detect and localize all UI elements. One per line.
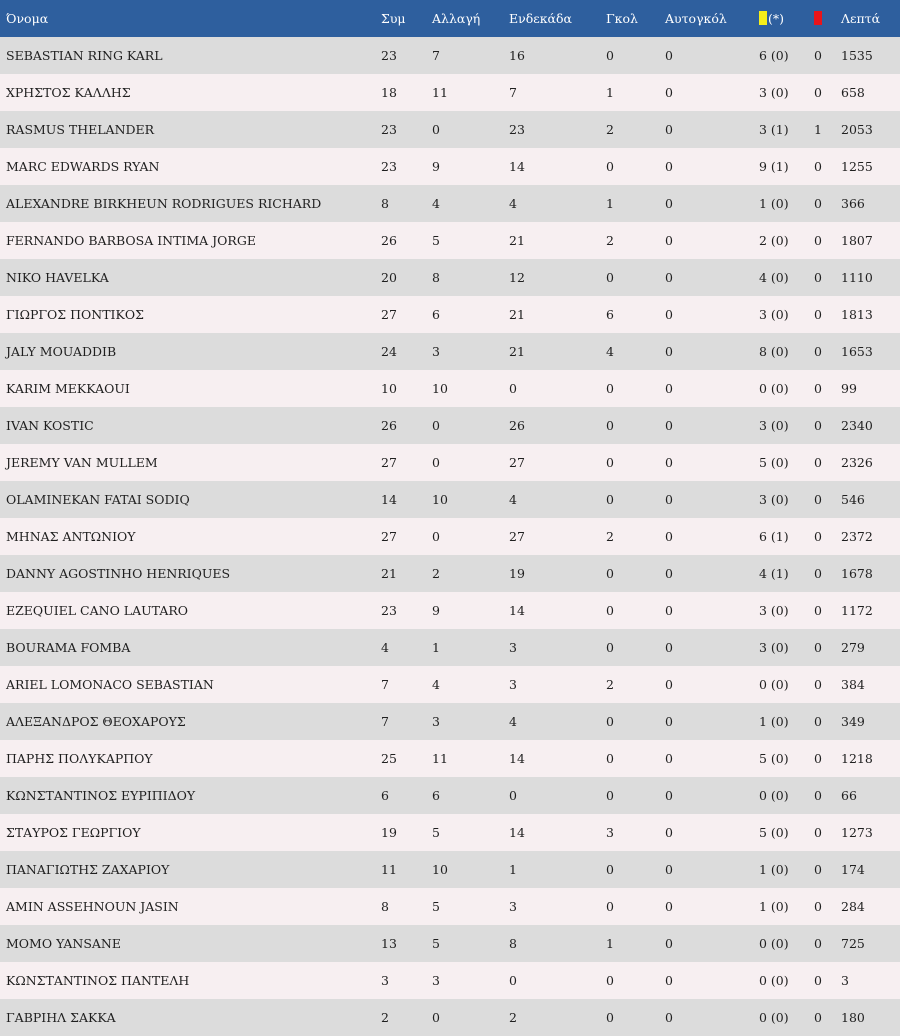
cell-substitute-apps: 5 xyxy=(432,825,440,840)
table-row xyxy=(0,222,900,259)
cell-yellow-cards: 9 (1) xyxy=(759,159,789,174)
cell-goals: 0 xyxy=(606,714,614,729)
red-card-icon xyxy=(814,11,822,25)
table-row xyxy=(0,185,900,222)
cell-appearances: 14 xyxy=(381,492,397,507)
table-row xyxy=(0,148,900,185)
cell-player-name: MARC EDWARDS RYAN xyxy=(6,159,160,174)
table-row xyxy=(0,999,900,1036)
cell-starting-apps: 3 xyxy=(509,899,517,914)
cell-own-goals: 0 xyxy=(665,677,673,692)
cell-minutes: 725 xyxy=(841,936,865,951)
cell-goals: 0 xyxy=(606,455,614,470)
cell-minutes: 384 xyxy=(841,677,865,692)
cell-own-goals: 0 xyxy=(665,751,673,766)
cell-minutes: 1807 xyxy=(841,233,873,248)
cell-appearances: 19 xyxy=(381,825,397,840)
cell-starting-apps: 14 xyxy=(509,603,525,618)
cell-player-name: BOURAMA FOMBA xyxy=(6,640,131,655)
cell-yellow-cards: 4 (0) xyxy=(759,270,789,285)
cell-red-cards: 0 xyxy=(814,418,822,433)
cell-appearances: 18 xyxy=(381,85,397,100)
cell-yellow-cards: 5 (0) xyxy=(759,751,789,766)
cell-player-name: ΑΛΕΞΑΝΔΡΟΣ ΘΕΟΧΑΡΟΥΣ xyxy=(6,714,186,729)
cell-yellow-cards: 0 (0) xyxy=(759,381,789,396)
cell-goals: 0 xyxy=(606,640,614,655)
cell-starting-apps: 23 xyxy=(509,122,525,137)
cell-minutes: 1110 xyxy=(841,270,873,285)
cell-yellow-cards: 4 (1) xyxy=(759,566,789,581)
cell-substitute-apps: 5 xyxy=(432,233,440,248)
cell-player-name: JALY MOUADDIB xyxy=(6,344,117,359)
cell-substitute-apps: 5 xyxy=(432,936,440,951)
cell-own-goals: 0 xyxy=(665,936,673,951)
cell-minutes: 1813 xyxy=(841,307,873,322)
cell-appearances: 7 xyxy=(381,714,389,729)
cell-red-cards: 0 xyxy=(814,899,822,914)
cell-starting-apps: 4 xyxy=(509,492,517,507)
cell-substitute-apps: 1 xyxy=(432,640,440,655)
cell-red-cards: 0 xyxy=(814,529,822,544)
cell-substitute-apps: 11 xyxy=(432,751,448,766)
column-header-red-cards[interactable] xyxy=(814,0,841,37)
cell-own-goals: 0 xyxy=(665,788,673,803)
cell-starting-apps: 2 xyxy=(509,1010,517,1025)
cell-substitute-apps: 10 xyxy=(432,492,448,507)
cell-red-cards: 0 xyxy=(814,751,822,766)
cell-goals: 0 xyxy=(606,492,614,507)
cell-substitute-apps: 4 xyxy=(432,196,440,211)
column-header-apps[interactable]: Συμ xyxy=(381,11,406,26)
cell-goals: 0 xyxy=(606,862,614,877)
cell-appearances: 25 xyxy=(381,751,397,766)
cell-goals: 1 xyxy=(606,85,614,100)
cell-player-name: ΧΡΗΣΤΟΣ ΚΑΛΛΗΣ xyxy=(6,85,131,100)
column-header-name[interactable]: Όνομα xyxy=(6,11,49,26)
table-row xyxy=(0,407,900,444)
cell-player-name: RASMUS THELANDER xyxy=(6,122,155,137)
table-row xyxy=(0,333,900,370)
cell-player-name: JEREMY VAN MULLEM xyxy=(6,455,158,470)
cell-minutes: 658 xyxy=(841,85,865,100)
cell-red-cards: 0 xyxy=(814,714,822,729)
table-row xyxy=(0,37,900,74)
cell-own-goals: 0 xyxy=(665,233,673,248)
table-row xyxy=(0,703,900,740)
cell-yellow-cards: 0 (0) xyxy=(759,677,789,692)
cell-goals: 0 xyxy=(606,159,614,174)
table-row xyxy=(0,629,900,666)
cell-appearances: 24 xyxy=(381,344,397,359)
cell-starting-apps: 3 xyxy=(509,677,517,692)
cell-appearances: 3 xyxy=(381,973,389,988)
table-row xyxy=(0,925,900,962)
cell-goals: 2 xyxy=(606,529,614,544)
cell-goals: 0 xyxy=(606,973,614,988)
cell-appearances: 8 xyxy=(381,196,389,211)
cell-red-cards: 0 xyxy=(814,640,822,655)
cell-player-name: ΚΩΝΣΤΑΝΤΙΝΟΣ ΠΑΝΤΕΛΗ xyxy=(6,973,190,988)
cell-yellow-cards: 1 (0) xyxy=(759,196,789,211)
table-row xyxy=(0,666,900,703)
cell-player-name: IVAN KOSTIC xyxy=(6,418,94,433)
cell-own-goals: 0 xyxy=(665,603,673,618)
table-row xyxy=(0,740,900,777)
cell-goals: 0 xyxy=(606,788,614,803)
cell-appearances: 7 xyxy=(381,677,389,692)
cell-substitute-apps: 10 xyxy=(432,381,448,396)
cell-starting-apps: 14 xyxy=(509,825,525,840)
cell-yellow-cards: 3 (0) xyxy=(759,307,789,322)
cell-player-name: ΠΑΡΗΣ ΠΟΛΥΚΑΡΠΟΥ xyxy=(6,751,153,766)
cell-appearances: 23 xyxy=(381,603,397,618)
cell-player-name: ΓΑΒΡΙΗΛ ΣΑΚΚΑ xyxy=(6,1010,116,1025)
cell-minutes: 99 xyxy=(841,381,857,396)
cell-appearances: 20 xyxy=(381,270,397,285)
cell-minutes: 2372 xyxy=(841,529,873,544)
cell-own-goals: 0 xyxy=(665,122,673,137)
cell-goals: 0 xyxy=(606,48,614,63)
cell-starting-apps: 27 xyxy=(509,455,525,470)
table-row xyxy=(0,296,900,333)
cell-red-cards: 0 xyxy=(814,677,822,692)
cell-goals: 2 xyxy=(606,233,614,248)
cell-player-name: ΚΩΝΣΤΑΝΤΙΝΟΣ ΕΥΡΙΠΙΔΟΥ xyxy=(6,788,196,803)
cell-starting-apps: 0 xyxy=(509,973,517,988)
cell-appearances: 11 xyxy=(381,862,397,877)
yellow-header-suffix: (*) xyxy=(768,11,785,26)
cell-own-goals: 0 xyxy=(665,196,673,211)
cell-own-goals: 0 xyxy=(665,418,673,433)
cell-player-name: OLAMINEKAN FATAI SODIQ xyxy=(6,492,190,507)
cell-goals: 0 xyxy=(606,603,614,618)
cell-starting-apps: 1 xyxy=(509,862,517,877)
table-row xyxy=(0,592,900,629)
cell-red-cards: 0 xyxy=(814,566,822,581)
table-row xyxy=(0,962,900,999)
cell-red-cards: 0 xyxy=(814,862,822,877)
cell-appearances: 27 xyxy=(381,455,397,470)
cell-starting-apps: 12 xyxy=(509,270,525,285)
cell-own-goals: 0 xyxy=(665,344,673,359)
cell-player-name: AMIN ASSEHNOUN JASIN xyxy=(6,899,179,914)
cell-player-name: FERNANDO BARBOSA INTIMA JORGE xyxy=(6,233,256,248)
cell-yellow-cards: 3 (0) xyxy=(759,85,789,100)
cell-red-cards: 0 xyxy=(814,825,822,840)
cell-starting-apps: 21 xyxy=(509,307,525,322)
yellow-card-icon xyxy=(759,11,767,25)
cell-player-name: ΜΗΝΑΣ ΑΝΤΩΝΙΟΥ xyxy=(6,529,136,544)
cell-yellow-cards: 2 (0) xyxy=(759,233,789,248)
cell-player-name: MOMO YANSANE xyxy=(6,936,121,951)
cell-substitute-apps: 7 xyxy=(432,48,440,63)
cell-substitute-apps: 3 xyxy=(432,714,440,729)
cell-player-name: ALEXANDRE BIRKHEUN RODRIGUES RICHARD xyxy=(6,196,322,211)
cell-substitute-apps: 9 xyxy=(432,603,440,618)
cell-starting-apps: 21 xyxy=(509,233,525,248)
cell-goals: 1 xyxy=(606,936,614,951)
cell-starting-apps: 14 xyxy=(509,751,525,766)
column-header-own-goals[interactable]: Αυτογκόλ xyxy=(665,11,727,26)
cell-own-goals: 0 xyxy=(665,973,673,988)
cell-substitute-apps: 3 xyxy=(432,973,440,988)
cell-red-cards: 0 xyxy=(814,973,822,988)
column-header-starting[interactable]: Ενδεκάδα xyxy=(509,11,572,26)
cell-substitute-apps: 0 xyxy=(432,455,440,470)
table-row xyxy=(0,481,900,518)
cell-goals: 0 xyxy=(606,899,614,914)
cell-minutes: 66 xyxy=(841,788,857,803)
table-row xyxy=(0,74,900,111)
cell-player-name: KARIM MEKKAOUI xyxy=(6,381,130,396)
cell-player-name: ΣΤΑΥΡΟΣ ΓΕΩΡΓΙΟΥ xyxy=(6,825,141,840)
cell-goals: 0 xyxy=(606,751,614,766)
cell-minutes: 546 xyxy=(841,492,865,507)
cell-starting-apps: 4 xyxy=(509,196,517,211)
cell-minutes: 1172 xyxy=(841,603,873,618)
cell-appearances: 6 xyxy=(381,788,389,803)
cell-yellow-cards: 6 (1) xyxy=(759,529,789,544)
table-row xyxy=(0,518,900,555)
cell-goals: 3 xyxy=(606,825,614,840)
cell-red-cards: 0 xyxy=(814,936,822,951)
cell-yellow-cards: 3 (0) xyxy=(759,603,789,618)
cell-goals: 1 xyxy=(606,196,614,211)
column-header-minutes[interactable]: Λεπτά xyxy=(841,11,881,26)
table-row xyxy=(0,555,900,592)
cell-substitute-apps: 9 xyxy=(432,159,440,174)
cell-appearances: 27 xyxy=(381,307,397,322)
column-header-sub[interactable]: Αλλαγή xyxy=(432,11,481,26)
cell-yellow-cards: 1 (0) xyxy=(759,714,789,729)
cell-starting-apps: 16 xyxy=(509,48,525,63)
cell-red-cards: 0 xyxy=(814,48,822,63)
cell-player-name: ΠΑΝΑΓΙΩΤΗΣ ΖΑΧΑΡΙΟΥ xyxy=(6,862,170,877)
cell-appearances: 23 xyxy=(381,48,397,63)
cell-substitute-apps: 11 xyxy=(432,85,448,100)
cell-own-goals: 0 xyxy=(665,307,673,322)
cell-minutes: 180 xyxy=(841,1010,865,1025)
cell-player-name: EZEQUIEL CANO LAUTARO xyxy=(6,603,189,618)
table-row xyxy=(0,111,900,148)
table-row xyxy=(0,777,900,814)
cell-player-name: ARIEL LOMONACO SEBASTIAN xyxy=(6,677,214,692)
cell-red-cards: 0 xyxy=(814,455,822,470)
cell-yellow-cards: 5 (0) xyxy=(759,455,789,470)
cell-substitute-apps: 2 xyxy=(432,566,440,581)
cell-red-cards: 0 xyxy=(814,788,822,803)
cell-minutes: 1218 xyxy=(841,751,873,766)
cell-goals: 2 xyxy=(606,677,614,692)
cell-own-goals: 0 xyxy=(665,825,673,840)
column-header-yellow-cards[interactable] xyxy=(759,0,814,37)
cell-red-cards: 1 xyxy=(814,122,822,137)
cell-minutes: 349 xyxy=(841,714,865,729)
cell-yellow-cards: 0 (0) xyxy=(759,936,789,951)
cell-starting-apps: 14 xyxy=(509,159,525,174)
cell-own-goals: 0 xyxy=(665,529,673,544)
cell-yellow-cards: 3 (0) xyxy=(759,640,789,655)
cell-minutes: 366 xyxy=(841,196,865,211)
cell-own-goals: 0 xyxy=(665,492,673,507)
cell-red-cards: 0 xyxy=(814,233,822,248)
cell-starting-apps: 7 xyxy=(509,85,517,100)
cell-minutes: 2326 xyxy=(841,455,873,470)
cell-red-cards: 0 xyxy=(814,159,822,174)
cell-goals: 0 xyxy=(606,566,614,581)
cell-red-cards: 0 xyxy=(814,492,822,507)
cell-minutes: 1653 xyxy=(841,344,873,359)
cell-yellow-cards: 8 (0) xyxy=(759,344,789,359)
cell-red-cards: 0 xyxy=(814,270,822,285)
cell-appearances: 13 xyxy=(381,936,397,951)
column-header-goals[interactable]: Γκολ xyxy=(606,11,638,26)
cell-substitute-apps: 6 xyxy=(432,788,440,803)
cell-starting-apps: 4 xyxy=(509,714,517,729)
cell-appearances: 26 xyxy=(381,418,397,433)
cell-minutes: 1678 xyxy=(841,566,873,581)
cell-appearances: 23 xyxy=(381,159,397,174)
cell-appearances: 26 xyxy=(381,233,397,248)
cell-player-name: NIKO HAVELKA xyxy=(6,270,109,285)
cell-own-goals: 0 xyxy=(665,381,673,396)
cell-minutes: 3 xyxy=(841,973,849,988)
cell-starting-apps: 19 xyxy=(509,566,525,581)
table-header-row xyxy=(0,0,900,37)
cell-player-name: DANNY AGOSTINHO HENRIQUES xyxy=(6,566,231,581)
cell-appearances: 23 xyxy=(381,122,397,137)
cell-goals: 0 xyxy=(606,270,614,285)
table-row xyxy=(0,259,900,296)
cell-minutes: 174 xyxy=(841,862,865,877)
cell-yellow-cards: 5 (0) xyxy=(759,825,789,840)
cell-starting-apps: 27 xyxy=(509,529,525,544)
cell-yellow-cards: 0 (0) xyxy=(759,973,789,988)
table-row xyxy=(0,370,900,407)
cell-goals: 6 xyxy=(606,307,614,322)
cell-yellow-cards: 6 (0) xyxy=(759,48,789,63)
cell-minutes: 279 xyxy=(841,640,865,655)
cell-yellow-cards: 1 (0) xyxy=(759,862,789,877)
cell-red-cards: 0 xyxy=(814,307,822,322)
cell-red-cards: 0 xyxy=(814,85,822,100)
cell-substitute-apps: 0 xyxy=(432,529,440,544)
cell-own-goals: 0 xyxy=(665,714,673,729)
cell-substitute-apps: 0 xyxy=(432,1010,440,1025)
cell-own-goals: 0 xyxy=(665,455,673,470)
cell-own-goals: 0 xyxy=(665,85,673,100)
cell-own-goals: 0 xyxy=(665,862,673,877)
cell-appearances: 8 xyxy=(381,899,389,914)
cell-starting-apps: 3 xyxy=(509,640,517,655)
cell-yellow-cards: 3 (0) xyxy=(759,418,789,433)
cell-goals: 4 xyxy=(606,344,614,359)
cell-substitute-apps: 6 xyxy=(432,307,440,322)
cell-goals: 2 xyxy=(606,122,614,137)
cell-minutes: 2053 xyxy=(841,122,873,137)
cell-player-name: ΓΙΩΡΓΟΣ ΠΟΝΤΙΚΟΣ xyxy=(6,307,144,322)
cell-yellow-cards: 0 (0) xyxy=(759,1010,789,1025)
cell-own-goals: 0 xyxy=(665,48,673,63)
cell-minutes: 1255 xyxy=(841,159,873,174)
cell-appearances: 21 xyxy=(381,566,397,581)
cell-appearances: 10 xyxy=(381,381,397,396)
cell-starting-apps: 8 xyxy=(509,936,517,951)
cell-substitute-apps: 5 xyxy=(432,899,440,914)
cell-own-goals: 0 xyxy=(665,566,673,581)
cell-own-goals: 0 xyxy=(665,1010,673,1025)
cell-minutes: 1535 xyxy=(841,48,873,63)
cell-red-cards: 0 xyxy=(814,381,822,396)
table-row xyxy=(0,888,900,925)
cell-appearances: 2 xyxy=(381,1010,389,1025)
cell-goals: 0 xyxy=(606,418,614,433)
cell-starting-apps: 21 xyxy=(509,344,525,359)
cell-own-goals: 0 xyxy=(665,159,673,174)
cell-own-goals: 0 xyxy=(665,899,673,914)
table-row xyxy=(0,814,900,851)
table-row xyxy=(0,444,900,481)
cell-red-cards: 0 xyxy=(814,196,822,211)
cell-appearances: 4 xyxy=(381,640,389,655)
cell-starting-apps: 0 xyxy=(509,381,517,396)
cell-red-cards: 0 xyxy=(814,603,822,618)
cell-starting-apps: 0 xyxy=(509,788,517,803)
cell-yellow-cards: 0 (0) xyxy=(759,788,789,803)
cell-substitute-apps: 0 xyxy=(432,122,440,137)
cell-goals: 0 xyxy=(606,381,614,396)
cell-yellow-cards: 1 (0) xyxy=(759,899,789,914)
cell-goals: 0 xyxy=(606,1010,614,1025)
cell-starting-apps: 26 xyxy=(509,418,525,433)
cell-red-cards: 0 xyxy=(814,344,822,359)
cell-own-goals: 0 xyxy=(665,640,673,655)
cell-substitute-apps: 10 xyxy=(432,862,448,877)
cell-substitute-apps: 0 xyxy=(432,418,440,433)
cell-yellow-cards: 3 (1) xyxy=(759,122,789,137)
cell-own-goals: 0 xyxy=(665,270,673,285)
cell-yellow-cards: 3 (0) xyxy=(759,492,789,507)
cell-substitute-apps: 3 xyxy=(432,344,440,359)
cell-appearances: 27 xyxy=(381,529,397,544)
table-row xyxy=(0,851,900,888)
cell-red-cards: 0 xyxy=(814,1010,822,1025)
cell-substitute-apps: 4 xyxy=(432,677,440,692)
cell-player-name: SEBASTIAN RING KARL xyxy=(6,48,163,63)
cell-minutes: 284 xyxy=(841,899,865,914)
cell-minutes: 1273 xyxy=(841,825,873,840)
cell-substitute-apps: 8 xyxy=(432,270,440,285)
cell-minutes: 2340 xyxy=(841,418,873,433)
